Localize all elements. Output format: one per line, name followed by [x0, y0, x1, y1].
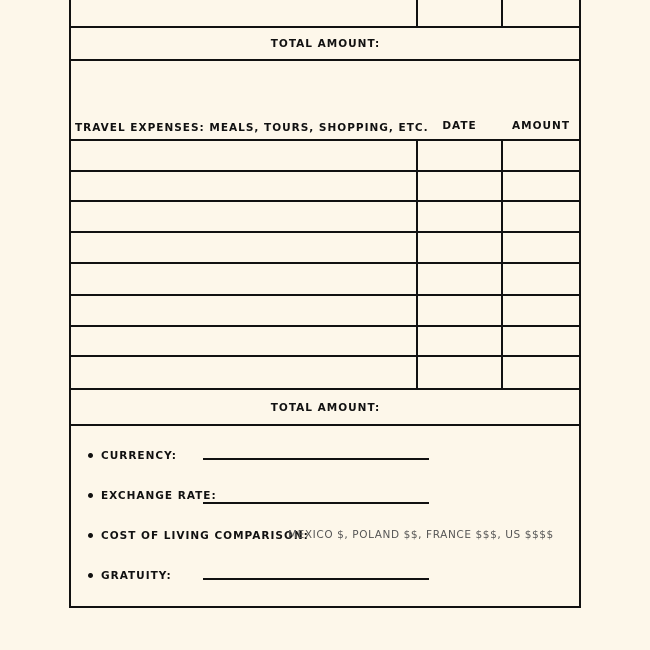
date-cell[interactable]: [418, 296, 501, 325]
bullet-icon: [88, 573, 93, 578]
amount-column-header: AMOUNT: [512, 120, 570, 132]
sheet-bottom-border: [69, 606, 581, 608]
amount-cell[interactable]: [503, 357, 580, 388]
amount-cell[interactable]: [503, 264, 580, 294]
date-cell[interactable]: [418, 327, 501, 355]
bullet-icon: [88, 533, 93, 538]
currency-label: CURRENCY:: [101, 450, 177, 462]
bullet-icon: [88, 493, 93, 498]
top-total-divider: [69, 59, 581, 61]
description-cell[interactable]: [71, 172, 416, 200]
description-cell[interactable]: [71, 296, 416, 325]
date-cell[interactable]: [418, 202, 501, 231]
description-cell[interactable]: [71, 327, 416, 355]
expenses-total-divider: [69, 424, 581, 426]
cost-of-living-label: COST OF LIVING COMPARISON:: [101, 530, 309, 542]
amount-cell[interactable]: [503, 202, 580, 231]
amount-cell[interactable]: [503, 327, 580, 355]
table-row: [71, 264, 580, 294]
top-table-bottom-line: [69, 26, 581, 28]
expenses-total-amount-label: TOTAL AMOUNT:: [270, 402, 381, 414]
date-cell[interactable]: [418, 233, 501, 262]
table-row: [71, 172, 580, 200]
table-row: [71, 357, 580, 388]
date-cell[interactable]: [418, 172, 501, 200]
exchange-rate-label: EXCHANGE RATE:: [101, 490, 217, 502]
date-cell[interactable]: [418, 264, 501, 294]
top-date-divider: [416, 0, 418, 27]
cost-of-living-value: MEXICO $, POLAND $$, FRANCE $$$, US $$$$: [288, 529, 554, 541]
amount-cell[interactable]: [503, 233, 580, 262]
top-amount-divider: [501, 0, 503, 27]
gratuity-input-line[interactable]: [203, 578, 429, 580]
table-row: [71, 233, 580, 262]
gratuity-label: GRATUITY:: [101, 570, 172, 582]
amount-cell[interactable]: [503, 296, 580, 325]
table-row: [71, 202, 580, 231]
table-row: [71, 141, 580, 170]
bullet-icon: [88, 453, 93, 458]
description-cell[interactable]: [71, 264, 416, 294]
amount-cell[interactable]: [503, 141, 580, 170]
date-column-header: DATE: [442, 120, 477, 132]
description-cell[interactable]: [71, 357, 416, 388]
expenses-table-bottom-line: [69, 388, 581, 390]
description-cell[interactable]: [71, 202, 416, 231]
date-cell[interactable]: [418, 357, 501, 388]
top-total-amount-label: TOTAL AMOUNT:: [270, 38, 381, 50]
table-row: [71, 327, 580, 355]
amount-cell[interactable]: [503, 172, 580, 200]
expenses-title: TRAVEL EXPENSES: MEALS, TOURS, SHOPPING, ETC.: [75, 122, 429, 134]
description-cell[interactable]: [71, 141, 416, 170]
table-row: [71, 296, 580, 325]
currency-input-line[interactable]: [203, 458, 429, 460]
exchange-rate-input-line[interactable]: [203, 502, 429, 504]
description-cell[interactable]: [71, 233, 416, 262]
date-cell[interactable]: [418, 141, 501, 170]
